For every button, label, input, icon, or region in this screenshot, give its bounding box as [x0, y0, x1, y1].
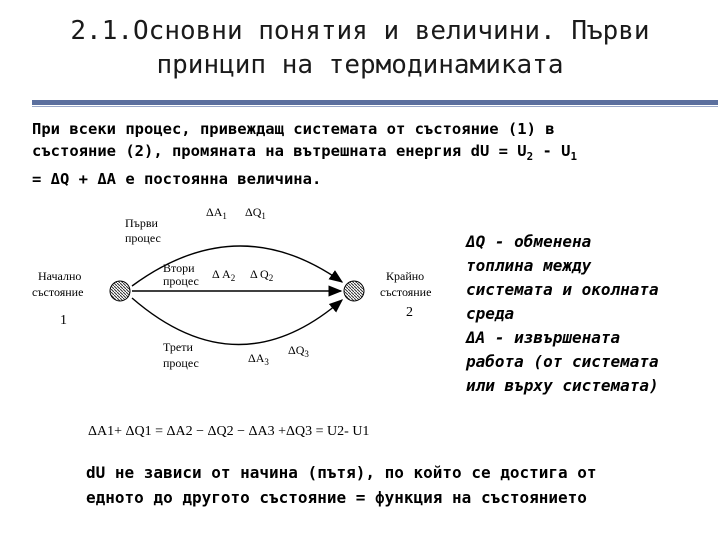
process-3-heat: $\Delta Q_3$ — [288, 343, 309, 359]
process-3-work: $\Delta A_3$ — [248, 351, 269, 367]
note-line-2: топлина между — [466, 256, 592, 275]
process-3-arrow — [132, 298, 342, 345]
process-2-work: Δ $A_2$ — [212, 267, 236, 283]
note-line-6: работа (от системата — [466, 352, 659, 371]
final-state-number: 2 — [406, 305, 413, 320]
title-underline-thin — [32, 106, 718, 107]
intro-line-1: При всеки процес, привеждащ системата от състояние (1) в — [32, 120, 555, 138]
title-line-1: 2.1.Основни понятия и величини. Първи — [70, 16, 650, 46]
intro-line-3: = ΔQ + ΔA е постоянна величина. — [32, 170, 322, 189]
process-2-label-1: Втори — [163, 261, 195, 275]
energy-equation: ΔA1+ ΔQ1 = ΔA2 − ΔQ2 − ΔA3 +ΔQ3 = U2- U1 — [88, 424, 370, 439]
initial-state-circle — [110, 281, 130, 301]
process-3-label-2: процес — [163, 356, 199, 370]
u2-subscript: 2 — [526, 150, 534, 164]
final-state-label-2: състояние — [380, 285, 432, 299]
note-line-4: среда — [466, 304, 515, 323]
process-1-heat: $\Delta Q_1$ — [245, 205, 266, 221]
intro-line-2 — [32, 140, 682, 168]
process-1-label-2: процес — [125, 231, 161, 245]
final-state-circle — [344, 281, 364, 301]
note-line-1: ΔQ - обменена — [466, 232, 592, 251]
note-line-3: системата и околната — [466, 280, 659, 299]
process-3-label-1: Трети — [163, 340, 193, 354]
process-2-label-2: процес — [163, 274, 199, 288]
intro-paragraph — [32, 118, 682, 190]
title-line-2: принцип на термодинамиката — [156, 50, 564, 80]
initial-state-number: 1 — [60, 313, 67, 328]
du-formula: dU = U — [470, 142, 527, 160]
process-1-label-1: Първи — [125, 216, 158, 230]
process-diagram — [0, 190, 460, 450]
process-2-heat: Δ $Q_2$ — [250, 267, 274, 283]
definitions-box — [466, 230, 706, 398]
conclusion-line-2: едното до другото състояние = функция на състоянието — [86, 488, 587, 507]
slide-title — [0, 14, 720, 82]
final-state-label-1: Крайно — [386, 269, 425, 283]
note-line-7: или върху системата) — [466, 376, 659, 395]
note-line-5: ΔA - извършената — [466, 328, 621, 347]
initial-state-label-1: Начално — [38, 269, 82, 283]
process-1-work: $\Delta A_1$ — [206, 205, 227, 221]
du-formula-b: - U — [533, 142, 571, 160]
intro-text: състояние (2), промяната на вътрешната енергия — [32, 142, 471, 160]
conclusion-line-1: dU не зависи от начина (пътя), по който се достига от — [86, 463, 597, 482]
u1-subscript: 1 — [570, 150, 577, 164]
title-underline — [32, 100, 718, 105]
initial-state-label-2: състояние — [32, 285, 84, 299]
conclusion-text — [86, 460, 696, 510]
